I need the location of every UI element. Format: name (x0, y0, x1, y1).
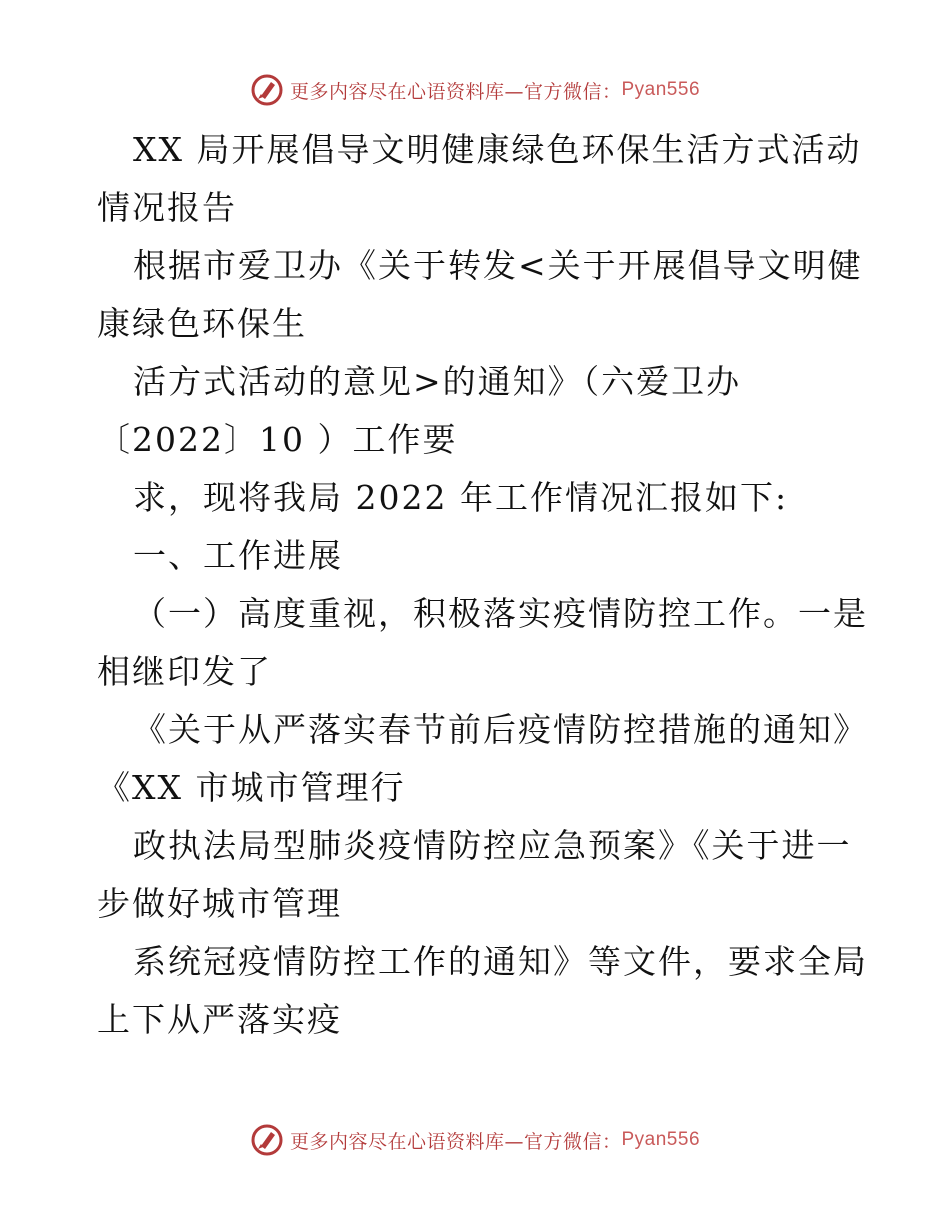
doc-text-line: 根据市爱卫办《关于转发<关于开展倡导文明健 (133, 246, 863, 285)
doc-text-line: 上下从严落实疫 (97, 1000, 342, 1039)
watermark-text: 更多内容尽在心语资料库—官方微信： (289, 80, 622, 103)
doc-title-line-2: 情况报告 (97, 188, 237, 227)
doc-title-line-1: XX 局开展倡导文明健康绿色环保生活方式活动 (133, 130, 862, 169)
doc-text-line: 〔2022〕10 ）工作要 (97, 420, 458, 459)
watermark-logo-icon (250, 1123, 284, 1157)
watermark-text: 更多内容尽在心语资料库—官方微信： (289, 1130, 622, 1153)
doc-section-heading: 一、工作进展 (133, 536, 343, 575)
doc-text-line: 《关于从严落实春节前后疫情防控措施的通知》 (133, 710, 868, 749)
doc-text-line: 求，现将我局 2022 年工作情况汇报如下: (133, 478, 789, 517)
watermark-logo-icon (250, 73, 284, 107)
doc-text-line: 系统冠疫情防控工作的通知》等文件，要求全局 (133, 942, 868, 981)
doc-text-line: 步做好城市管理 (97, 884, 342, 923)
doc-text-line: 政执法局型肺炎疫情防控应急预案》《关于进一 (133, 826, 852, 865)
watermark-footer (0, 1120, 950, 1160)
watermark-wechat-id: Pyan556 (621, 79, 701, 100)
doc-text-line: 相继印发了 (97, 652, 272, 691)
doc-text-line: 《XX 市城市管理行 (97, 768, 406, 807)
doc-text-line: 康绿色环保生 (97, 304, 307, 343)
watermark-header (0, 70, 950, 110)
watermark-wechat-id: Pyan556 (621, 1129, 701, 1150)
doc-text-line: 活方式活动的意见>的通知》（六爱卫办 (133, 362, 742, 401)
doc-text-line: （一）高度重视，积极落实疫情防控工作。一是 (133, 594, 868, 633)
